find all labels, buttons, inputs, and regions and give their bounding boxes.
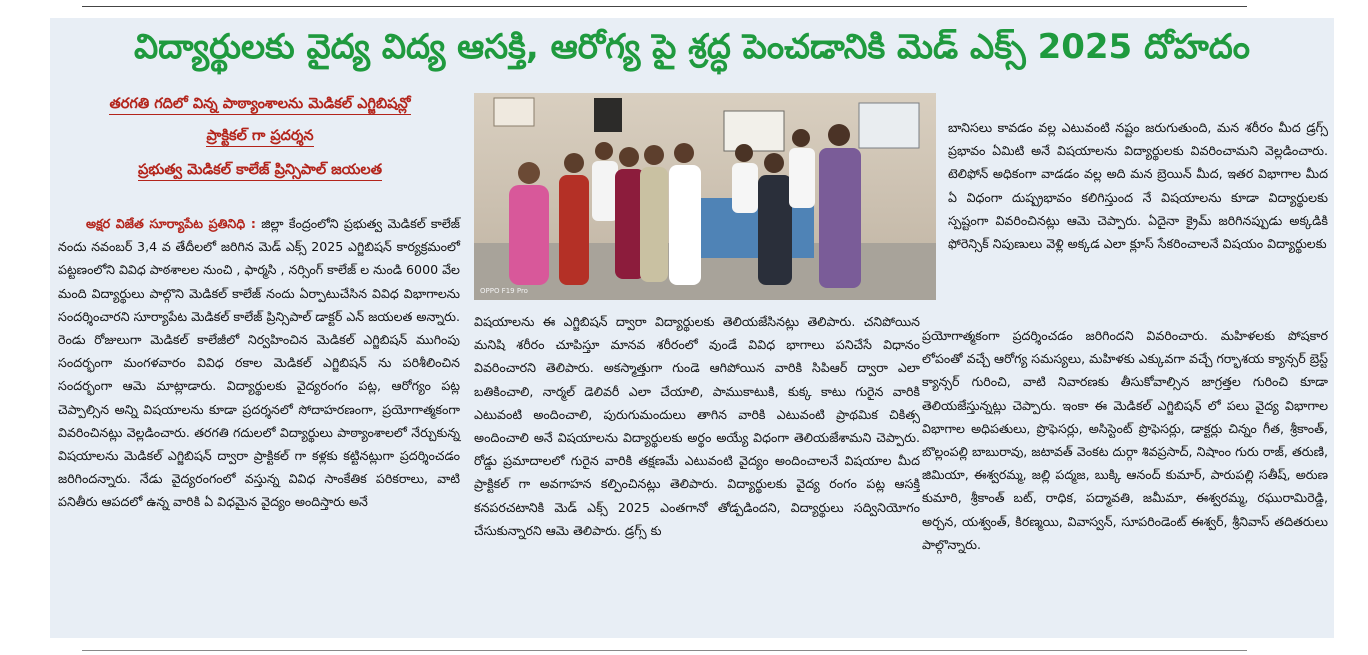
column-1-text: జిల్లా కేంద్రంలోని ప్రభుత్వ మెడికల్ కాలేజ్ నందు నవంబర్ 3,4 వ తేదీలలో జరిగిన మెడ్ ఎక్స్ 2025 ఎగ్జిబిషన్ కార్యక్రమంలో పట్టణంలోని వివిధ పాఠశాలల నుంచి , ఫార్మసి , నర్సింగ్ కాలేజ్ ల నుండి 6000 వేల మంది విద్యార్థులు పాల్గొని మెడికల్ కాలేజ్ నందు ఏర్పాటుచేసిన వివిధ విభాగాలను సందర్శించారని సూర్యాపేట మెడికల్ కాలేజ్ ప్రిన్సిపాల్ డాక్టర్ ఎన్ జయలత అన్నారు. రెండు రోజులుగా మెడికల్ కాలేజీలో నిర్వహించిన మెడికల్ ఎగ్జిబిషన్ ముగింపు సందర్భంగా మంగళవారం వివిధ రకాల మెడికల్ ఎగ్జిబిషన్ ను పరిశీలించిన సందర్భంగా ఆమె మాట్లాడారు. విద్యార్థులకు వైద్యరంగం పట్ల, ఆరోగ్యం పట్ల చెప్పాల్సిన అన్ని విషయాలను కూడా ప్రదర్శనలో సోదాహరణంగా, ప్రయోగాత్మకంగా వివరించినట్లు వెల్లడించారు. తరగతి గదులలో విద్యార్థులు పాఠ్యాంశాలలో నేర్చుకున్న విషయాలను మెడికల్ ఎగ్జిబిషన్ ద్వారా ప్రాక్టికల్ గా కళ్లకు కట్టినట్లుగా ప్రదర్శించడం జరిగిందన్నారు. నేడు వైద్యరంగంలో వస్తున్న వివిధ సాంకేతిక పరికరాలు, వాటి పనితీరు ఆపదలో ఉన్న వారికి ఏ విధమైన వైద్యం అందిస్తారు అనే [58, 216, 460, 510]
photo-watermark: OPPO F19 Pro [480, 287, 528, 295]
byline: అక్షర విజేత సూర్యాపేట ప్రతినిధి : [86, 216, 256, 231]
column-3b-text: ప్రయోగాత్మకంగా ప్రదర్శించడం జరిగిందని వివరించారు. మహిళలకు పోషకార లోపంతో వచ్చే ఆరోగ్య సమస్యలు, మహిళకు ఎక్కువగా వచ్చే గర్భాశయ క్యాన్సర్ బ్రెస్ట్ క్యాన్సర్ గురించి, వాటి నివారణకు తీసుకోవాల్సిన జాగ్రత్తల గురించి కూడా తెలియజేస్తున్నట్లు చెప్పారు. ఇంకా ఈ మెడికల్ ఎగ్జిబిషన్ లో పలు వైద్య విభాగాల విభాగాల అధిపతులు, ప్రొఫెసర్లు, అసిస్టెంట్ ప్రొఫెసర్లు, డాక్టర్లు చిన్నం గీత, శ్రీకాంత్, బొల్లంపల్లి బాబురావు, జటావత్ వెంకట దుర్గా శివప్రసాద్, నిషాంం గురు రాజ్, తరుణి, జిమియా, ఈశ్వరమ్మ, జల్లి పద్మజ, బుక్కి ఆనంద్ కుమార్, పారుపల్లి సతీష్, అరుణ కుమారి, శ్రీకాంత్ బట్, రాధిక, పద్మావతి, జమీమా, ఈశ్వరమ్మ, రఘురామిరెడ్డి, అర్చన, యశ్వంత్, కిరణ్మయి, వివాస్వన్, సూపరిండెంట్ ఈశ్వర్, శ్రీనివాస్ తదితరులు పాల్గొన్నారు. [922, 328, 1328, 552]
article-column-3-top [948, 116, 1328, 255]
article-column-2 [474, 310, 920, 542]
headline: విద్యార్థులకు వైద్య విద్య ఆసక్తి, ఆరోగ్య పై శ్రద్ధ పెంచడానికి మెడ్ ఎక్స్ 2025 దోహదం [133, 27, 1250, 67]
column-2-text: విషయాలను ఈ ఎగ్జిబిషన్ ద్వారా విద్యార్థులకు తెలియజేసినట్లు తెలిపారు. చనిపోయిన మనిషి శరీరం చూపిస్తూ మానవ శరీరంలో వుండే వివిధ భాగాలు పనిచేసే విధానం వివరించారని తెలిపారు. అకస్మాత్తుగా గుండె ఆగిపోయిన వారికి సిపిఆర్ ద్వారా ఎలా బతికించాలి, నార్మల్ డెలివరీ ఎలా చేయాలి, పాముకాటుకి, కుక్క కాటు గురైన వారికి ఎటువంటి అందించాలి, పురుగుమందులు తాగిన వారికి ఎటువంటి ప్రాథమిక చికిత్స అందించాలి అనే విషయాలను విద్యార్థులకు అర్థం అయ్యే విధంగా తెలియజేశామని చెప్పారు. రోడ్డు ప్రమాదాలలో గురైన వారికి తక్షణమే ఎటువంటి వైద్యం అందించాలనే విషయాల మీద ప్రాక్టికల్ గా అవగాహన కల్పించినట్లు తెలిపారు. విద్యార్థులకు వైద్య రంగం పట్ల ఆసక్తి కనపరచటానికి మెడ్ ఎక్స్ 2025 ఎంతగానో తోడ్పడిందని, విద్యార్థులు సద్వినియోగం చేసుకున్నారని ఆమె తెలిపారు. డ్రగ్స్ కు [474, 314, 920, 538]
subhead-3: ప్రభుత్వ మెడికల్ కాలేజ్ ప్రిన్సిపాల్ జయలత [50, 162, 470, 182]
subhead-1: తరగతి గదిలో విన్న పాఠ్యాంశాలను మెడికల్ ఎగ్జిబిషన్లో [50, 96, 470, 116]
bottom-rule [82, 650, 1247, 651]
group-photo-image [474, 93, 936, 300]
subhead-2: ప్రాక్టికల్ గా ప్రదర్శన [50, 128, 470, 148]
article-column-3-bottom [922, 324, 1328, 556]
article-photo [474, 93, 936, 300]
top-rule [82, 6, 1247, 7]
column-3-text: బానిసలు కావడం వల్ల ఎటువంటి నష్టం జరుగుతుంది, మన శరీరం మీద డ్రగ్స్ ప్రభావం ఏమిటి అనే విషయాలను విద్యార్థులకు వివరించామని వెల్లడించారు. టెలిఫోన్ అధికంగా వాడడం వల్ల అది మన బ్రెయిన్ మీద, ఇతర విభాగాల మీద ఏ విధంగా దుష్ప్రభావం కలిగిస్తుంద నే విషయాలను కూడా విద్యార్థులకు స్పష్టంగా వివరించినట్లు ఆమె చెప్పారు. ఏదైనా క్రైమ్ జరిగినప్పుడు అక్కడికి ఫోరెన్సిక్ నిపుణులు వెళ్లి అక్కడ ఎలా క్లూస్ సేకరించాలనే విషయం విద్యార్థులకు [948, 120, 1328, 252]
article-column-1 [58, 212, 460, 514]
